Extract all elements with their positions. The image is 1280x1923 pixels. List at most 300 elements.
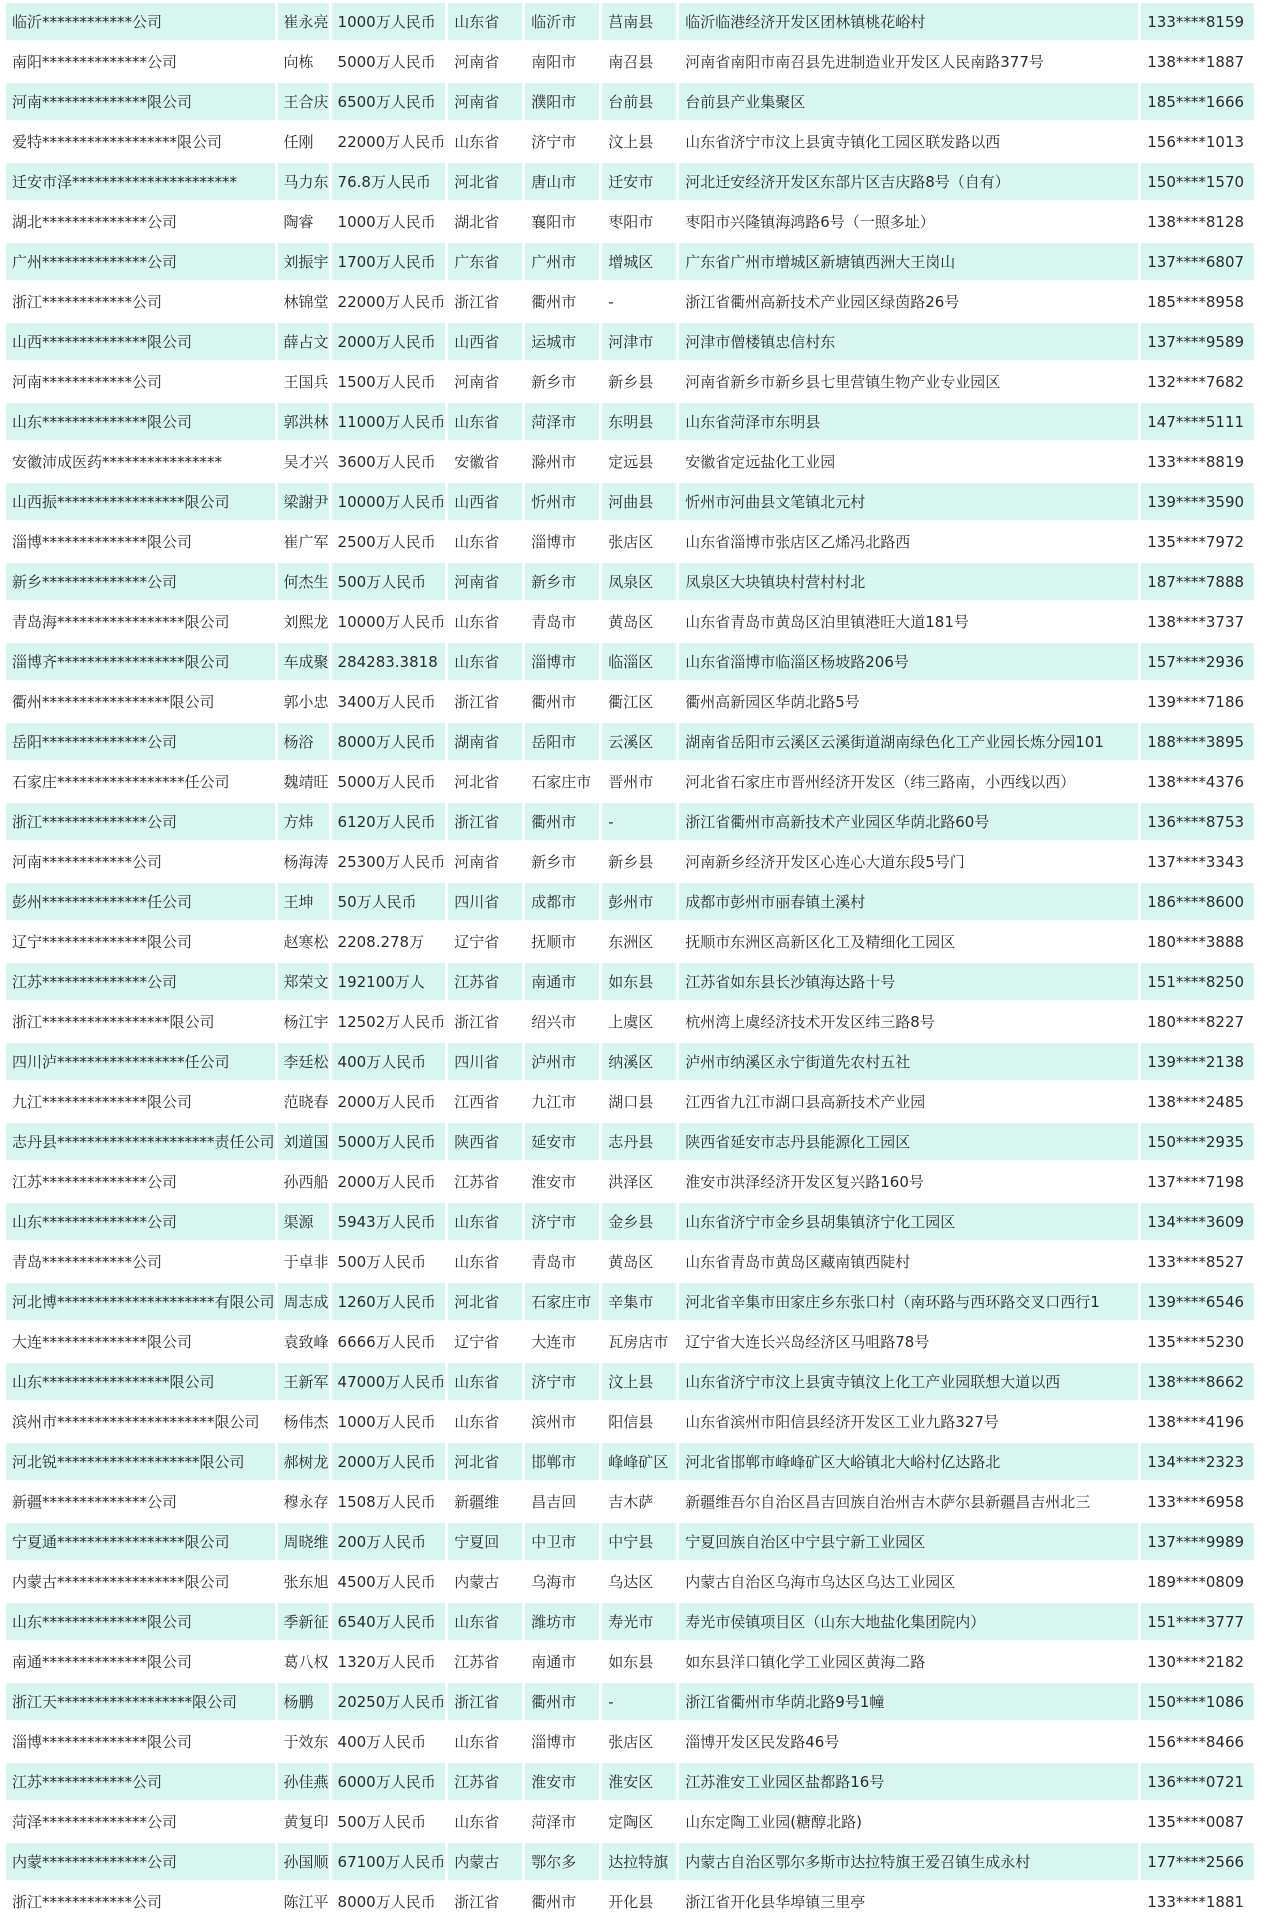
phone-cell: 151****3777 bbox=[1141, 1603, 1254, 1640]
table-row bbox=[6, 1523, 1254, 1560]
phone-cell: 187****7888 bbox=[1141, 563, 1254, 600]
province-cell: 山东省 bbox=[448, 3, 522, 40]
city-cell: 中卫市 bbox=[525, 1523, 599, 1560]
legal-person-cell: 王合庆 bbox=[278, 83, 329, 120]
company-name-cell: 彭州**************任公司 bbox=[6, 883, 275, 920]
phone-cell: 189****0809 bbox=[1141, 1563, 1254, 1600]
district-cell: 云溪区 bbox=[602, 723, 676, 760]
company-name-cell: 青岛海*****************限公司 bbox=[6, 603, 275, 640]
legal-person-cell: 赵寒松 bbox=[278, 923, 329, 960]
phone-cell: 150****1570 bbox=[1141, 163, 1254, 200]
phone-cell: 136****0721 bbox=[1141, 1763, 1254, 1800]
phone-cell: 185****8958 bbox=[1141, 283, 1254, 320]
province-cell: 湖南省 bbox=[448, 723, 522, 760]
legal-person-cell: 刘熙龙 bbox=[278, 603, 329, 640]
legal-person-cell: 魏靖旺 bbox=[278, 763, 329, 800]
phone-cell: 132****7682 bbox=[1141, 363, 1254, 400]
company-name-cell: 淄博**************限公司 bbox=[6, 1723, 275, 1760]
address-cell: 浙江省开化县华埠镇三里亭 bbox=[679, 1883, 1138, 1920]
registered-capital-cell: 1000万人民币 bbox=[332, 1403, 446, 1440]
company-name-cell: 衢州*****************限公司 bbox=[6, 683, 275, 720]
legal-person-cell: 季新征 bbox=[278, 1603, 329, 1640]
district-cell: 彭州市 bbox=[602, 883, 676, 920]
legal-person-cell: 杨鹏 bbox=[278, 1683, 329, 1720]
registered-capital-cell: 8000万人民币 bbox=[332, 723, 446, 760]
registered-capital-cell: 6500万人民币 bbox=[332, 83, 446, 120]
registered-capital-cell: 1000万人民币 bbox=[332, 3, 446, 40]
address-cell: 江苏省如东县长沙镇海达路十号 bbox=[679, 963, 1138, 1000]
city-cell: 淄博市 bbox=[525, 523, 599, 560]
address-cell: 淮安市洪泽经济开发区复兴路160号 bbox=[679, 1163, 1138, 1200]
address-cell: 浙江省衢州市高新技术产业园区华荫北路60号 bbox=[679, 803, 1138, 840]
province-cell: 四川省 bbox=[448, 883, 522, 920]
table-row bbox=[6, 1443, 1254, 1480]
province-cell: 浙江省 bbox=[448, 1883, 522, 1920]
company-name-cell: 山西振*****************限公司 bbox=[6, 483, 275, 520]
phone-cell: 180****8227 bbox=[1141, 1003, 1254, 1040]
phone-cell: 133****8819 bbox=[1141, 443, 1254, 480]
address-cell: 衢州高新园区华荫北路5号 bbox=[679, 683, 1138, 720]
table-row bbox=[6, 203, 1254, 240]
address-cell: 宁夏回族自治区中宁县宁新工业园区 bbox=[679, 1523, 1138, 1560]
registered-capital-cell: 2000万人民币 bbox=[332, 1083, 446, 1120]
registered-capital-cell: 1000万人民币 bbox=[332, 203, 446, 240]
province-cell: 山东省 bbox=[448, 1203, 522, 1240]
company-name-cell: 河南************公司 bbox=[6, 843, 275, 880]
company-name-cell: 浙江*****************限公司 bbox=[6, 1003, 275, 1040]
district-cell: 汶上县 bbox=[602, 123, 676, 160]
address-cell: 杭州湾上虞经济技术开发区纬三路8号 bbox=[679, 1003, 1138, 1040]
legal-person-cell: 刘道国 bbox=[278, 1123, 329, 1160]
table-row bbox=[6, 1403, 1254, 1440]
legal-person-cell: 李廷松 bbox=[278, 1043, 329, 1080]
legal-person-cell: 杨海涛 bbox=[278, 843, 329, 880]
legal-person-cell: 孙佳燕 bbox=[278, 1763, 329, 1800]
district-cell: 新乡县 bbox=[602, 843, 676, 880]
company-name-cell: 安徽沛成医药**************** bbox=[6, 443, 275, 480]
city-cell: 新乡市 bbox=[525, 843, 599, 880]
province-cell: 河北省 bbox=[448, 1443, 522, 1480]
city-cell: 石家庄市 bbox=[525, 763, 599, 800]
phone-cell: 150****2935 bbox=[1141, 1123, 1254, 1160]
address-cell: 淄博开发区民发路46号 bbox=[679, 1723, 1138, 1760]
company-name-cell: 石家庄*****************任公司 bbox=[6, 763, 275, 800]
address-cell: 寿光市侯镇项目区（山东大地盐化集团院内） bbox=[679, 1603, 1138, 1640]
table-row bbox=[6, 1683, 1254, 1720]
registered-capital-cell: 2500万人民币 bbox=[332, 523, 446, 560]
province-cell: 山东省 bbox=[448, 1243, 522, 1280]
city-cell: 新乡市 bbox=[525, 363, 599, 400]
legal-person-cell: 周晓维 bbox=[278, 1523, 329, 1560]
legal-person-cell: 薛占文 bbox=[278, 323, 329, 360]
province-cell: 江苏省 bbox=[448, 1643, 522, 1680]
district-cell: 达拉特旗 bbox=[602, 1843, 676, 1880]
phone-cell: 151****8250 bbox=[1141, 963, 1254, 1000]
registered-capital-cell: 200万人民币 bbox=[332, 1523, 446, 1560]
address-cell: 山东省青岛市黄岛区泊里镇港旺大道181号 bbox=[679, 603, 1138, 640]
company-name-cell: 江苏************公司 bbox=[6, 1763, 275, 1800]
phone-cell: 188****3895 bbox=[1141, 723, 1254, 760]
registered-capital-cell: 5943万人民币 bbox=[332, 1203, 446, 1240]
table-row bbox=[6, 123, 1254, 160]
phone-cell: 156****8466 bbox=[1141, 1723, 1254, 1760]
table-row bbox=[6, 1043, 1254, 1080]
city-cell: 淮安市 bbox=[525, 1163, 599, 1200]
district-cell: 上虞区 bbox=[602, 1003, 676, 1040]
company-name-cell: 迁安市泽********************** bbox=[6, 163, 275, 200]
registered-capital-cell: 6120万人民币 bbox=[332, 803, 446, 840]
registered-capital-cell: 5000万人民币 bbox=[332, 43, 446, 80]
registered-capital-cell: 1700万人民币 bbox=[332, 243, 446, 280]
table-row bbox=[6, 483, 1254, 520]
table-row bbox=[6, 1323, 1254, 1360]
district-cell: 淮安区 bbox=[602, 1763, 676, 1800]
province-cell: 陕西省 bbox=[448, 1123, 522, 1160]
legal-person-cell: 何杰生 bbox=[278, 563, 329, 600]
province-cell: 山东省 bbox=[448, 603, 522, 640]
company-name-cell: 淄博齐*****************限公司 bbox=[6, 643, 275, 680]
registered-capital-cell: 2000万人民币 bbox=[332, 1163, 446, 1200]
phone-cell: 139****7186 bbox=[1141, 683, 1254, 720]
province-cell: 山东省 bbox=[448, 1723, 522, 1760]
district-cell: 凤泉区 bbox=[602, 563, 676, 600]
company-name-cell: 江苏**************公司 bbox=[6, 963, 275, 1000]
phone-cell: 177****2566 bbox=[1141, 1843, 1254, 1880]
registered-capital-cell: 2000万人民币 bbox=[332, 1443, 446, 1480]
company-name-cell: 南阳**************公司 bbox=[6, 43, 275, 80]
registered-capital-cell: 10000万人民币 bbox=[332, 483, 446, 520]
district-cell: 晋州市 bbox=[602, 763, 676, 800]
phone-cell: 134****3609 bbox=[1141, 1203, 1254, 1240]
city-cell: 青岛市 bbox=[525, 603, 599, 640]
phone-cell: 150****1086 bbox=[1141, 1683, 1254, 1720]
company-name-cell: 河北锐*******************限公司 bbox=[6, 1443, 275, 1480]
province-cell: 湖北省 bbox=[448, 203, 522, 240]
address-cell: 山东省淄博市临淄区杨坡路206号 bbox=[679, 643, 1138, 680]
province-cell: 河北省 bbox=[448, 1283, 522, 1320]
table-row bbox=[6, 603, 1254, 640]
company-name-cell: 浙江**************公司 bbox=[6, 803, 275, 840]
district-cell: 河曲县 bbox=[602, 483, 676, 520]
district-cell: 增城区 bbox=[602, 243, 676, 280]
city-cell: 唐山市 bbox=[525, 163, 599, 200]
company-name-cell: 淄博**************限公司 bbox=[6, 523, 275, 560]
company-name-cell: 志丹县*********************责任公司 bbox=[6, 1123, 275, 1160]
phone-cell: 137****3343 bbox=[1141, 843, 1254, 880]
company-name-cell: 宁夏通*****************限公司 bbox=[6, 1523, 275, 1560]
legal-person-cell: 范晓春 bbox=[278, 1083, 329, 1120]
table-row bbox=[6, 1723, 1254, 1760]
company-name-cell: 大连**************限公司 bbox=[6, 1323, 275, 1360]
address-cell: 山东省济宁市金乡县胡集镇济宁化工园区 bbox=[679, 1203, 1138, 1240]
registered-capital-cell: 25300万人民币 bbox=[332, 843, 446, 880]
province-cell: 山东省 bbox=[448, 1603, 522, 1640]
district-cell: - bbox=[602, 1683, 676, 1720]
city-cell: 昌吉回 bbox=[525, 1483, 599, 1520]
phone-cell: 135****0087 bbox=[1141, 1803, 1254, 1840]
district-cell: 如东县 bbox=[602, 1643, 676, 1680]
address-cell: 台前县产业集聚区 bbox=[679, 83, 1138, 120]
registered-capital-cell: 1508万人民币 bbox=[332, 1483, 446, 1520]
table-row bbox=[6, 1763, 1254, 1800]
address-cell: 枣阳市兴隆镇海鸿路6号（一照多址） bbox=[679, 203, 1138, 240]
table-row bbox=[6, 643, 1254, 680]
table-row bbox=[6, 83, 1254, 120]
legal-person-cell: 刘振宇 bbox=[278, 243, 329, 280]
phone-cell: 180****3888 bbox=[1141, 923, 1254, 960]
table-row bbox=[6, 1163, 1254, 1200]
legal-person-cell: 郝树龙 bbox=[278, 1443, 329, 1480]
company-name-cell: 菏泽**************公司 bbox=[6, 1803, 275, 1840]
phone-cell: 138****4376 bbox=[1141, 763, 1254, 800]
district-cell: 洪泽区 bbox=[602, 1163, 676, 1200]
address-cell: 泸州市纳溪区永宁街道先农村五社 bbox=[679, 1043, 1138, 1080]
table-row bbox=[6, 1083, 1254, 1120]
address-cell: 河津市僧楼镇忠信村东 bbox=[679, 323, 1138, 360]
city-cell: 衢州市 bbox=[525, 1883, 599, 1920]
registered-capital-cell: 12502万人民币 bbox=[332, 1003, 446, 1040]
district-cell: 新乡县 bbox=[602, 363, 676, 400]
legal-person-cell: 方炜 bbox=[278, 803, 329, 840]
legal-person-cell: 车成聚 bbox=[278, 643, 329, 680]
phone-cell: 139****2138 bbox=[1141, 1043, 1254, 1080]
table-row bbox=[6, 443, 1254, 480]
city-cell: 广州市 bbox=[525, 243, 599, 280]
city-cell: 济宁市 bbox=[525, 123, 599, 160]
address-cell: 浙江省衢州市华荫北路9号1幢 bbox=[679, 1683, 1138, 1720]
province-cell: 河南省 bbox=[448, 843, 522, 880]
registered-capital-cell: 3600万人民币 bbox=[332, 443, 446, 480]
company-name-cell: 爱特******************限公司 bbox=[6, 123, 275, 160]
legal-person-cell: 崔永亮 bbox=[278, 3, 329, 40]
legal-person-cell: 王坤 bbox=[278, 883, 329, 920]
city-cell: 乌海市 bbox=[525, 1563, 599, 1600]
city-cell: 石家庄市 bbox=[525, 1283, 599, 1320]
address-cell: 广东省广州市增城区新塘镇西洲大王岗山 bbox=[679, 243, 1138, 280]
table-body bbox=[6, 3, 1254, 1920]
city-cell: 南通市 bbox=[525, 963, 599, 1000]
phone-cell: 137****6807 bbox=[1141, 243, 1254, 280]
table-row bbox=[6, 283, 1254, 320]
table-row bbox=[6, 323, 1254, 360]
table-row bbox=[6, 1483, 1254, 1520]
registered-capital-cell: 1260万人民币 bbox=[332, 1283, 446, 1320]
address-cell: 河北省辛集市田家庄乡东张口村（南环路与西环路交叉口西行1 bbox=[679, 1283, 1138, 1320]
district-cell: 临淄区 bbox=[602, 643, 676, 680]
district-cell: 辛集市 bbox=[602, 1283, 676, 1320]
registered-capital-cell: 2000万人民币 bbox=[332, 323, 446, 360]
district-cell: 阳信县 bbox=[602, 1403, 676, 1440]
district-cell: - bbox=[602, 283, 676, 320]
district-cell: 定陶区 bbox=[602, 1803, 676, 1840]
province-cell: 河北省 bbox=[448, 763, 522, 800]
district-cell: 定远县 bbox=[602, 443, 676, 480]
province-cell: 广东省 bbox=[448, 243, 522, 280]
table-row bbox=[6, 43, 1254, 80]
address-cell: 河北迁安经济开发区东部片区吉庆路8号（自有） bbox=[679, 163, 1138, 200]
table-row bbox=[6, 1803, 1254, 1840]
address-cell: 辽宁省大连长兴岛经济区马咀路78号 bbox=[679, 1323, 1138, 1360]
province-cell: 山东省 bbox=[448, 123, 522, 160]
registered-capital-cell: 500万人民币 bbox=[332, 563, 446, 600]
district-cell: 黄岛区 bbox=[602, 603, 676, 640]
district-cell: 寿光市 bbox=[602, 1603, 676, 1640]
table-row bbox=[6, 963, 1254, 1000]
company-name-cell: 岳阳**************公司 bbox=[6, 723, 275, 760]
table-row bbox=[6, 523, 1254, 560]
registered-capital-cell: 400万人民币 bbox=[332, 1723, 446, 1760]
registered-capital-cell: 76.8万人民币 bbox=[332, 163, 446, 200]
province-cell: 山西省 bbox=[448, 323, 522, 360]
city-cell: 菏泽市 bbox=[525, 1803, 599, 1840]
province-cell: 河南省 bbox=[448, 563, 522, 600]
district-cell: 中宁县 bbox=[602, 1523, 676, 1560]
phone-cell: 136****8753 bbox=[1141, 803, 1254, 840]
legal-person-cell: 杨浴 bbox=[278, 723, 329, 760]
province-cell: 山西省 bbox=[448, 483, 522, 520]
address-cell: 河北省石家庄市晋州经济开发区（纬三路南，小西线以西） bbox=[679, 763, 1138, 800]
province-cell: 四川省 bbox=[448, 1043, 522, 1080]
registered-capital-cell: 10000万人民币 bbox=[332, 603, 446, 640]
legal-person-cell: 王国兵 bbox=[278, 363, 329, 400]
address-cell: 河北省邯郸市峰峰矿区大峪镇北大峪村亿达路北 bbox=[679, 1443, 1138, 1480]
table-row bbox=[6, 1643, 1254, 1680]
province-cell: 山东省 bbox=[448, 1803, 522, 1840]
district-cell: 衢江区 bbox=[602, 683, 676, 720]
phone-cell: 134****2323 bbox=[1141, 1443, 1254, 1480]
address-cell: 山东省淄博市张店区乙烯冯北路西 bbox=[679, 523, 1138, 560]
legal-person-cell: 向栋 bbox=[278, 43, 329, 80]
table-row bbox=[6, 723, 1254, 760]
phone-cell: 130****2182 bbox=[1141, 1643, 1254, 1680]
company-name-cell: 山东**************公司 bbox=[6, 1203, 275, 1240]
district-cell: 南召县 bbox=[602, 43, 676, 80]
table-row bbox=[6, 1123, 1254, 1160]
province-cell: 辽宁省 bbox=[448, 1323, 522, 1360]
address-cell: 河南省南阳市南召县先进制造业开发区人民南路377号 bbox=[679, 43, 1138, 80]
city-cell: 淮安市 bbox=[525, 1763, 599, 1800]
legal-person-cell: 吴才兴 bbox=[278, 443, 329, 480]
city-cell: 淄博市 bbox=[525, 643, 599, 680]
phone-cell: 138****2485 bbox=[1141, 1083, 1254, 1120]
legal-person-cell: 梁謝尹 bbox=[278, 483, 329, 520]
phone-cell: 138****8128 bbox=[1141, 203, 1254, 240]
table-row bbox=[6, 1203, 1254, 1240]
phone-cell: 138****1887 bbox=[1141, 43, 1254, 80]
district-cell: 东洲区 bbox=[602, 923, 676, 960]
province-cell: 新疆维 bbox=[448, 1483, 522, 1520]
city-cell: 菏泽市 bbox=[525, 403, 599, 440]
city-cell: 绍兴市 bbox=[525, 1003, 599, 1040]
address-cell: 河南省新乡市新乡县七里营镇生物产业专业园区 bbox=[679, 363, 1138, 400]
legal-person-cell: 葛八权 bbox=[278, 1643, 329, 1680]
province-cell: 河南省 bbox=[448, 363, 522, 400]
address-cell: 安徽省定远盐化工业园 bbox=[679, 443, 1138, 480]
district-cell: 迁安市 bbox=[602, 163, 676, 200]
city-cell: 大连市 bbox=[525, 1323, 599, 1360]
company-name-cell: 河南**************限公司 bbox=[6, 83, 275, 120]
district-cell: 瓦房店市 bbox=[602, 1323, 676, 1360]
legal-person-cell: 渠源 bbox=[278, 1203, 329, 1240]
table-row bbox=[6, 403, 1254, 440]
registered-capital-cell: 47000万人民币 bbox=[332, 1363, 446, 1400]
city-cell: 运城市 bbox=[525, 323, 599, 360]
phone-cell: 137****9589 bbox=[1141, 323, 1254, 360]
city-cell: 淄博市 bbox=[525, 1723, 599, 1760]
table-row bbox=[6, 843, 1254, 880]
address-cell: 凤泉区大块镇块村营村村北 bbox=[679, 563, 1138, 600]
legal-person-cell: 崔广军 bbox=[278, 523, 329, 560]
legal-person-cell: 郭小忠 bbox=[278, 683, 329, 720]
district-cell: 张店区 bbox=[602, 1723, 676, 1760]
registered-capital-cell: 11000万人民币 bbox=[332, 403, 446, 440]
registered-capital-cell: 20250万人民币 bbox=[332, 1683, 446, 1720]
table-row bbox=[6, 1283, 1254, 1320]
province-cell: 安徽省 bbox=[448, 443, 522, 480]
address-cell: 山东省滨州市阳信县经济开发区工业九路327号 bbox=[679, 1403, 1138, 1440]
phone-cell: 185****1666 bbox=[1141, 83, 1254, 120]
address-cell: 山东省菏泽市东明县 bbox=[679, 403, 1138, 440]
city-cell: 新乡市 bbox=[525, 563, 599, 600]
province-cell: 河北省 bbox=[448, 163, 522, 200]
legal-person-cell: 杨伟杰 bbox=[278, 1403, 329, 1440]
table-row bbox=[6, 803, 1254, 840]
address-cell: 忻州市河曲县文笔镇北元村 bbox=[679, 483, 1138, 520]
district-cell: 河津市 bbox=[602, 323, 676, 360]
phone-cell: 137****7198 bbox=[1141, 1163, 1254, 1200]
company-name-cell: 江苏**************公司 bbox=[6, 1163, 275, 1200]
province-cell: 山东省 bbox=[448, 403, 522, 440]
table-row bbox=[6, 883, 1254, 920]
address-cell: 如东县洋口镇化学工业园区黄海二路 bbox=[679, 1643, 1138, 1680]
province-cell: 江苏省 bbox=[448, 963, 522, 1000]
registered-capital-cell: 1320万人民币 bbox=[332, 1643, 446, 1680]
legal-person-cell: 林锦堂 bbox=[278, 283, 329, 320]
company-name-cell: 山东**************限公司 bbox=[6, 1603, 275, 1640]
city-cell: 衢州市 bbox=[525, 683, 599, 720]
city-cell: 忻州市 bbox=[525, 483, 599, 520]
phone-cell: 156****1013 bbox=[1141, 123, 1254, 160]
phone-cell: 133****8159 bbox=[1141, 3, 1254, 40]
address-cell: 成都市彭州市丽春镇土溪村 bbox=[679, 883, 1138, 920]
district-cell: 峰峰矿区 bbox=[602, 1443, 676, 1480]
table-row bbox=[6, 163, 1254, 200]
province-cell: 内蒙古 bbox=[448, 1843, 522, 1880]
legal-person-cell: 马力东 bbox=[278, 163, 329, 200]
registered-capital-cell: 22000万人民币 bbox=[332, 123, 446, 160]
province-cell: 江西省 bbox=[448, 1083, 522, 1120]
province-cell: 江苏省 bbox=[448, 1763, 522, 1800]
legal-person-cell: 郭洪林 bbox=[278, 403, 329, 440]
company-name-cell: 新疆**************公司 bbox=[6, 1483, 275, 1520]
phone-cell: 139****3590 bbox=[1141, 483, 1254, 520]
registered-capital-cell: 8000万人民币 bbox=[332, 1883, 446, 1920]
district-cell: 东明县 bbox=[602, 403, 676, 440]
legal-person-cell: 孙国顺 bbox=[278, 1843, 329, 1880]
table-row bbox=[6, 1843, 1254, 1880]
district-cell: 金乡县 bbox=[602, 1203, 676, 1240]
province-cell: 浙江省 bbox=[448, 683, 522, 720]
address-cell: 内蒙古自治区鄂尔多斯市达拉特旗王爱召镇生成永村 bbox=[679, 1843, 1138, 1880]
district-cell: 如东县 bbox=[602, 963, 676, 1000]
company-name-cell: 四川泸*****************任公司 bbox=[6, 1043, 275, 1080]
company-name-cell: 河北博*********************有限公司 bbox=[6, 1283, 275, 1320]
legal-person-cell: 周志成 bbox=[278, 1283, 329, 1320]
registered-capital-cell: 500万人民币 bbox=[332, 1803, 446, 1840]
legal-person-cell: 袁致峰 bbox=[278, 1323, 329, 1360]
registered-capital-cell: 6540万人民币 bbox=[332, 1603, 446, 1640]
city-cell: 岳阳市 bbox=[525, 723, 599, 760]
